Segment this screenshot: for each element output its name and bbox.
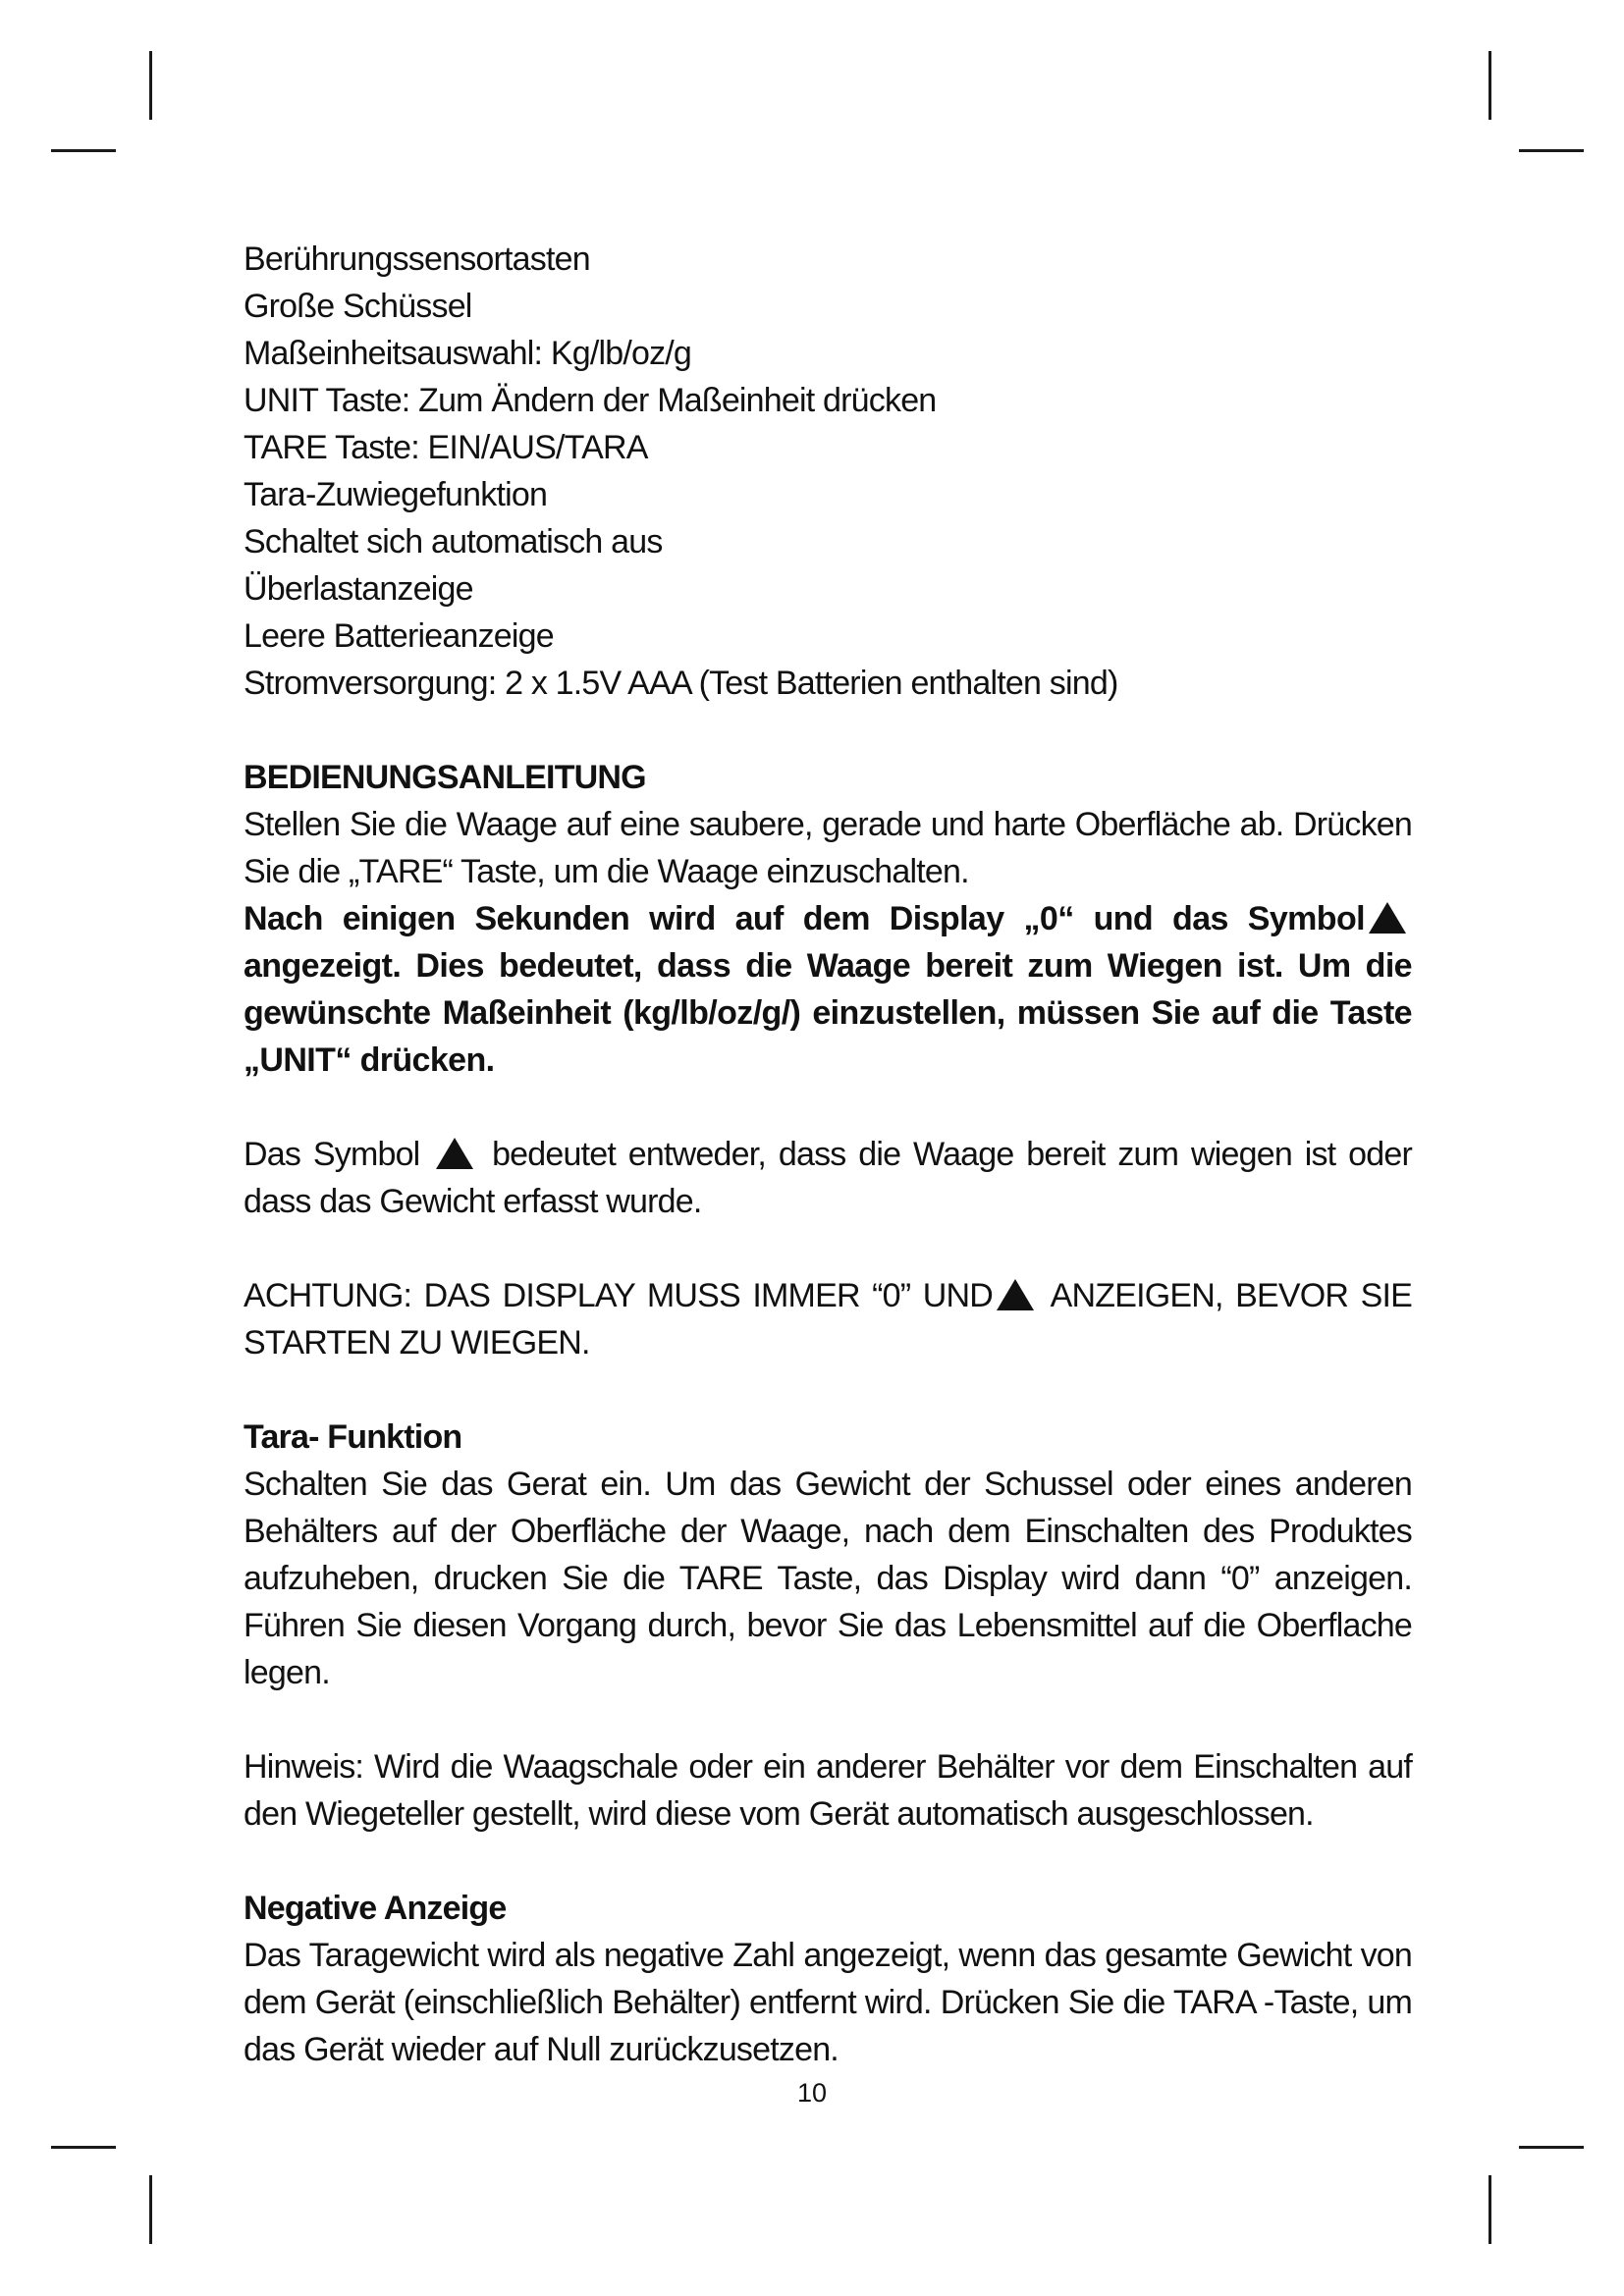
section-heading-bedienung: BEDIENUNGSANLEITUNG (244, 759, 646, 796)
bold-text-start: Nach einigen Sekunden wird auf dem Display „0“ und das Symbol (244, 900, 1365, 937)
crop-mark (149, 2175, 152, 2244)
bedienung-intro: Stellen Sie die Waage auf eine saubere, gerade und harte Oberfläche ab. Drücken Sie die „TARE“ Taste, um die Waage einzuschalten. (244, 806, 1412, 890)
warning-text-end: ANZEIGEN, BEVOR SIE STARTEN ZU WIEGEN. (244, 1277, 1412, 1362)
crop-mark (51, 149, 116, 152)
section-heading-negative: Negative Anzeige (244, 1890, 507, 1927)
crop-mark (1489, 51, 1491, 120)
feature-item: UNIT Taste: Zum Ändern der Maßeinheit drücken (244, 382, 937, 419)
feature-item: Stromversorgung: 2 x 1.5V AAA (Test Batterien enthalten sind) (244, 665, 1118, 702)
crop-mark (1489, 2175, 1491, 2244)
warning-paragraph (244, 1272, 1412, 1366)
crop-mark (51, 2146, 116, 2149)
warning-text-start: ACHTUNG: DAS DISPLAY MUSS IMMER “0” UND (244, 1277, 994, 1314)
crop-mark (1519, 2146, 1584, 2149)
triangle-icon (1369, 902, 1406, 934)
symbol-paragraph (244, 1131, 1412, 1225)
negative-text: Das Taragewicht wird als negative Zahl angezeigt, wenn das gesamte Gewicht von dem Gerät (einschließlich Behälter) entfernt wird. Drücken Sie die TARA -Taste, um das Gerät wieder auf Null zurückzusetzen. (244, 1937, 1412, 2068)
feature-item: Maßeinheitsauswahl: Kg/lb/oz/g (244, 335, 692, 372)
feature-item: Schaltet sich automatisch aus (244, 523, 663, 561)
symbol-text-end: bedeutet entweder, dass die Waage bereit zum wiegen ist oder dass das Gewicht erfasst wurde. (244, 1136, 1412, 1220)
feature-item: Tara-Zuwiegefunktion (244, 476, 548, 513)
feature-item: Leere Batterieanzeige (244, 617, 554, 655)
feature-item: Große Schüssel (244, 288, 472, 325)
triangle-icon (436, 1138, 473, 1169)
feature-item: Berührungssensortasten (244, 240, 590, 278)
tara-text: Schalten Sie das Gerat ein. Um das Gewicht der Schussel oder eines anderen Behälters auf der Oberfläche der Waage, nach dem Einschalten des Produktes aufzuheben, drucken Sie die TARE Taste, das Display wird dann “0” anzeigen. Führen Sie diesen Vorgang durch, bevor Sie das Lebensmittel auf die Oberflache legen. (244, 1466, 1412, 1691)
tara-note: Hinweis: Wird die Waagschale oder ein anderer Behälter vor dem Einschalten auf den Wiegeteller gestellt, wird diese vom Gerät automatisch ausgeschlossen. (244, 1748, 1412, 1833)
triangle-icon (997, 1279, 1034, 1310)
symbol-text-start: Das Symbol (244, 1136, 420, 1173)
crop-mark (1519, 149, 1584, 152)
crop-mark (149, 51, 152, 120)
bedienung-bold-paragraph (244, 895, 1412, 1084)
section-heading-tara: Tara- Funktion (244, 1418, 462, 1456)
feature-list (244, 236, 1412, 707)
page-content (244, 236, 1412, 2073)
page-number: 10 (796, 2078, 828, 2108)
feature-item: Überlastanzeige (244, 570, 473, 608)
feature-item: TARE Taste: EIN/AUS/TARA (244, 429, 648, 466)
bold-text-end: angezeigt. Dies bedeutet, dass die Waage bereit zum Wiegen ist. Um die gewünschte Maßeinheit (kg/lb/oz/g/) einzustellen, müssen Sie auf die Taste „UNIT“ drücken. (244, 947, 1412, 1079)
